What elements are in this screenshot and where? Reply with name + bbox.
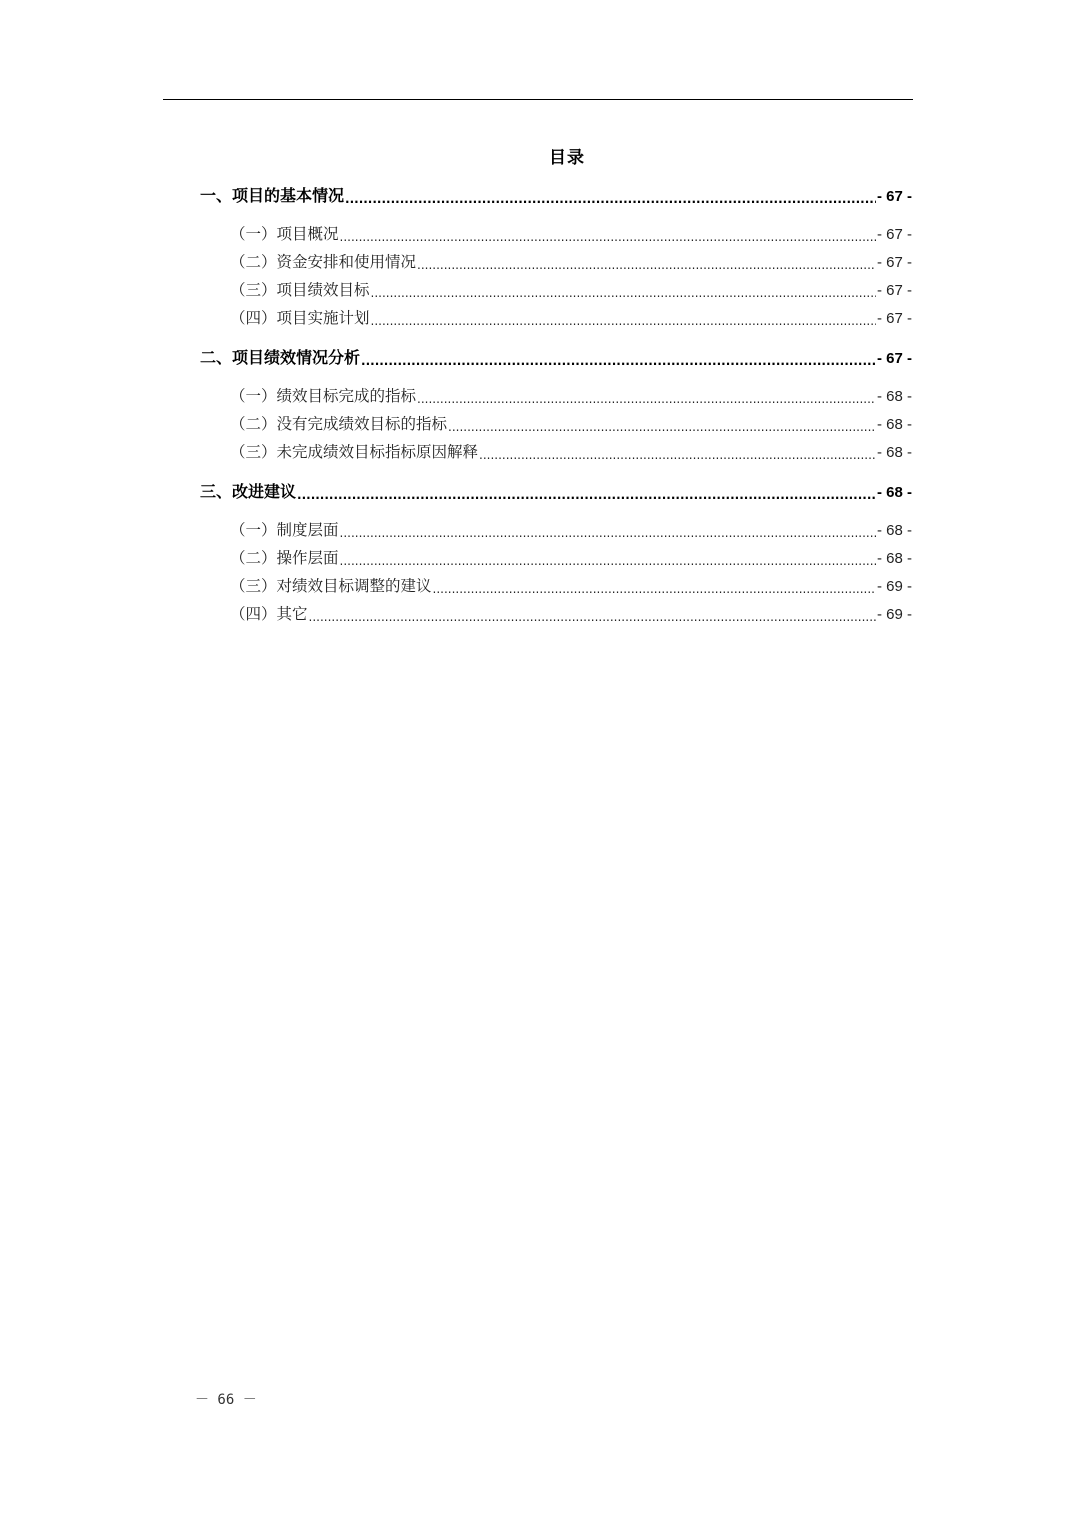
toc-entry-page: - 67 - xyxy=(876,188,912,205)
toc-entry-label: （三）未完成绩效目标指标原因解释 xyxy=(230,443,479,461)
toc-leader-dots xyxy=(340,227,876,243)
toc-leader-dots xyxy=(448,417,876,433)
toc-entry-label: 三、改进建议 xyxy=(200,482,297,501)
toc-entry-label: （三）对绩效目标调整的建议 xyxy=(230,577,432,595)
toc-entry[interactable] xyxy=(230,278,912,302)
toc-entry[interactable] xyxy=(230,602,912,626)
toc-leader-dots xyxy=(345,188,876,204)
toc-leader-dots xyxy=(371,311,876,327)
toc-leader-dots xyxy=(340,551,876,567)
toc-entry[interactable] xyxy=(230,250,912,274)
toc-entry-page: - 68 - xyxy=(876,484,912,501)
toc-entry[interactable] xyxy=(230,440,912,464)
toc-leader-dots xyxy=(309,607,876,623)
toc-leader-dots xyxy=(479,445,876,461)
toc-entry-label: （三）项目绩效目标 xyxy=(230,281,370,299)
toc-entry[interactable] xyxy=(230,222,912,246)
toc-entry[interactable] xyxy=(230,384,912,408)
toc-entry[interactable] xyxy=(230,306,912,330)
toc-entry-label: （一）项目概况 xyxy=(230,225,339,243)
toc-leader-dots xyxy=(297,484,876,500)
toc-entry[interactable] xyxy=(200,183,912,207)
toc-entry-label: 二、项目绩效情况分析 xyxy=(200,348,361,367)
toc-entry-page: - 68 - xyxy=(876,522,912,539)
toc-entry[interactable] xyxy=(200,345,912,369)
toc-entry-label: （一）绩效目标完成的指标 xyxy=(230,387,417,405)
toc-entry-page: - 68 - xyxy=(876,416,912,433)
toc-leader-dots xyxy=(361,350,876,366)
toc-entry[interactable] xyxy=(230,412,912,436)
toc-entry[interactable] xyxy=(230,546,912,570)
toc-entry-label: （四）其它 xyxy=(230,605,308,623)
toc-entry-page: - 68 - xyxy=(876,550,912,567)
page-number: － 66 － xyxy=(195,1392,257,1408)
toc-entry-page: - 67 - xyxy=(876,282,912,299)
toc-entry-label: （一）制度层面 xyxy=(230,521,339,539)
toc-leader-dots xyxy=(417,389,876,405)
toc-entry[interactable] xyxy=(230,518,912,542)
toc-entry-page: - 67 - xyxy=(876,350,912,367)
toc-entry-page: - 69 - xyxy=(876,578,912,595)
header-rule xyxy=(163,99,913,100)
toc-leader-dots xyxy=(433,579,876,595)
toc-leader-dots xyxy=(417,255,876,271)
toc-leader-dots xyxy=(371,283,876,299)
toc-entry-label: （四）项目实施计划 xyxy=(230,309,370,327)
toc-entry-label: （二）没有完成绩效目标的指标 xyxy=(230,415,448,433)
toc-entry-page: - 67 - xyxy=(876,254,912,271)
toc-title: 目录 xyxy=(549,148,585,168)
toc-entry-label: （二）资金安排和使用情况 xyxy=(230,253,417,271)
toc-entry[interactable] xyxy=(200,479,912,503)
toc-entry-page: - 67 - xyxy=(876,310,912,327)
toc-entry-page: - 68 - xyxy=(876,388,912,405)
toc-entry-label: （二）操作层面 xyxy=(230,549,339,567)
toc-entry-page: - 69 - xyxy=(876,606,912,623)
toc-entry-page: - 68 - xyxy=(876,444,912,461)
toc-entry-label: 一、项目的基本情况 xyxy=(200,186,345,205)
toc-entry[interactable] xyxy=(230,574,912,598)
toc-leader-dots xyxy=(340,523,876,539)
toc-entry-page: - 67 - xyxy=(876,226,912,243)
